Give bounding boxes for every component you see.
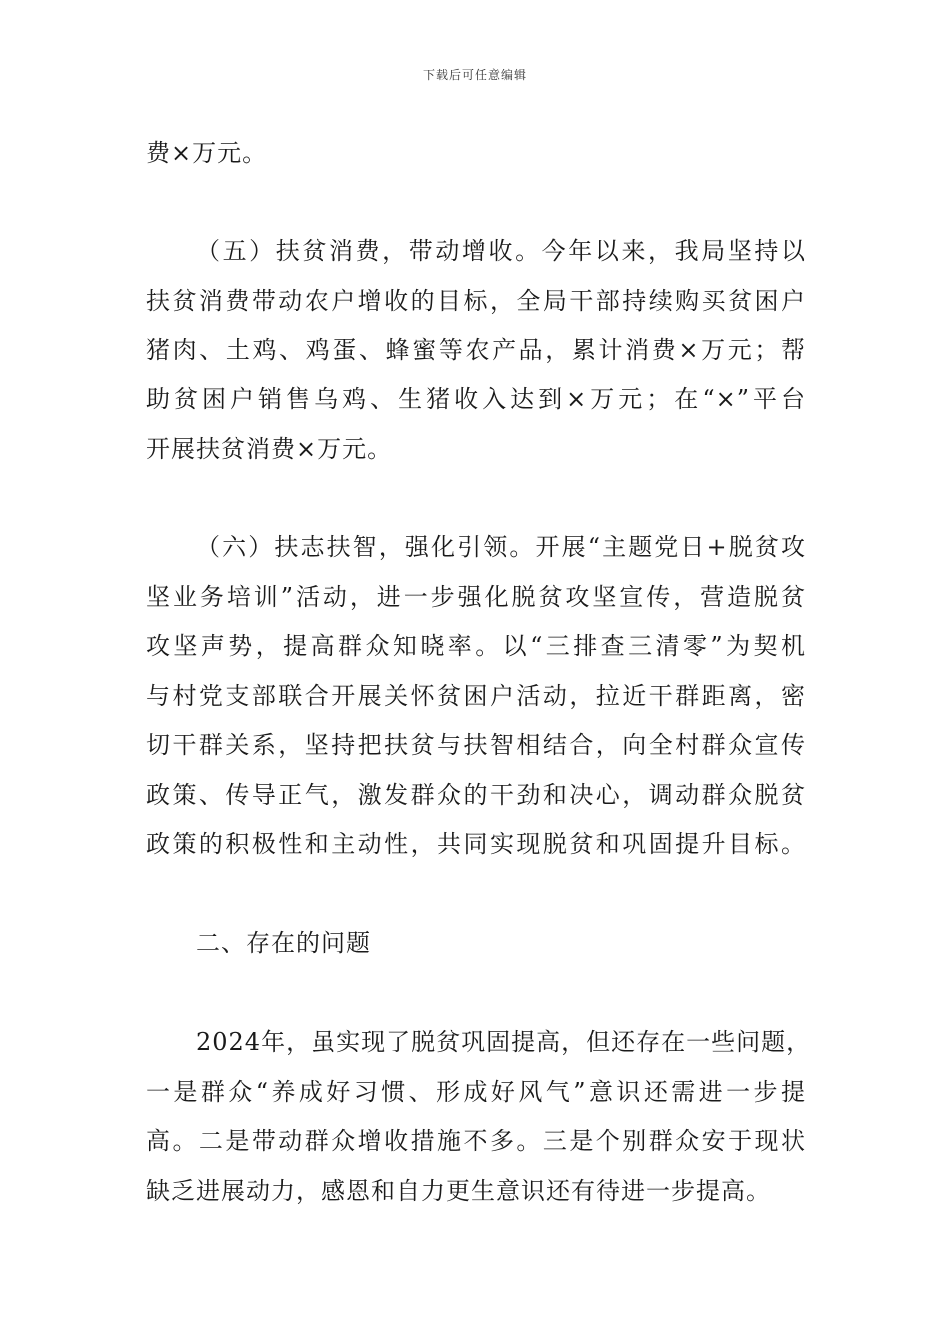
text-line: 猪肉、土鸡、鸡蛋、蜂蜜等农产品，累计消费×万元；帮	[146, 336, 806, 364]
text-line: 费×万元。	[146, 139, 268, 167]
page-header: 下载后可任意编辑	[422, 68, 527, 82]
paragraph-problems-start: 2024年，虽实现了脱贫巩固提高，但还存在一些问题，	[196, 1028, 812, 1056]
text-line: 助贫困户销售乌鸡、生猪收入达到×万元；在“×”平台	[146, 385, 806, 413]
text-line: 政策的积极性和主动性，共同实现脱贫和巩固提升目标。	[146, 830, 806, 858]
section-heading: 二、存在的问题	[196, 929, 371, 957]
text-line: 坚业务培训”活动，进一步强化脱贫攻坚宣传，营造脱贫	[146, 583, 806, 611]
text-line: 缺乏进展动力，感恩和自力更生意识还有待进一步提高。	[146, 1177, 771, 1205]
text-line: 开展扶贫消费×万元。	[146, 435, 393, 463]
text-line: 一是群众“养成好习惯、形成好风气”意识还需进一步提	[146, 1078, 806, 1106]
text-line: 扶贫消费带动农户增收的目标，全局干部持续购买贫困户	[146, 287, 806, 315]
text-line: 切干群关系，坚持把扶贫与扶智相结合，向全村群众宣传	[146, 731, 806, 759]
paragraph-five-start: （五）扶贫消费，带动增收。今年以来，我局坚持以	[196, 237, 806, 265]
text-line: 攻坚声势，提高群众知晓率。以“三排查三清零”为契机	[146, 632, 806, 660]
text-line: 政策、传导正气，激发群众的干劲和决心，调动群众脱贫	[146, 781, 806, 809]
text-line: 高。二是带动群众增收措施不多。三是个别群众安于现状	[146, 1127, 806, 1155]
paragraph-six-start: （六）扶志扶智，强化引领。开展“主题党日+脱贫攻	[196, 533, 806, 561]
text-line: 与村党支部联合开展关怀贫困户活动，拉近干群距离，密	[146, 682, 806, 710]
